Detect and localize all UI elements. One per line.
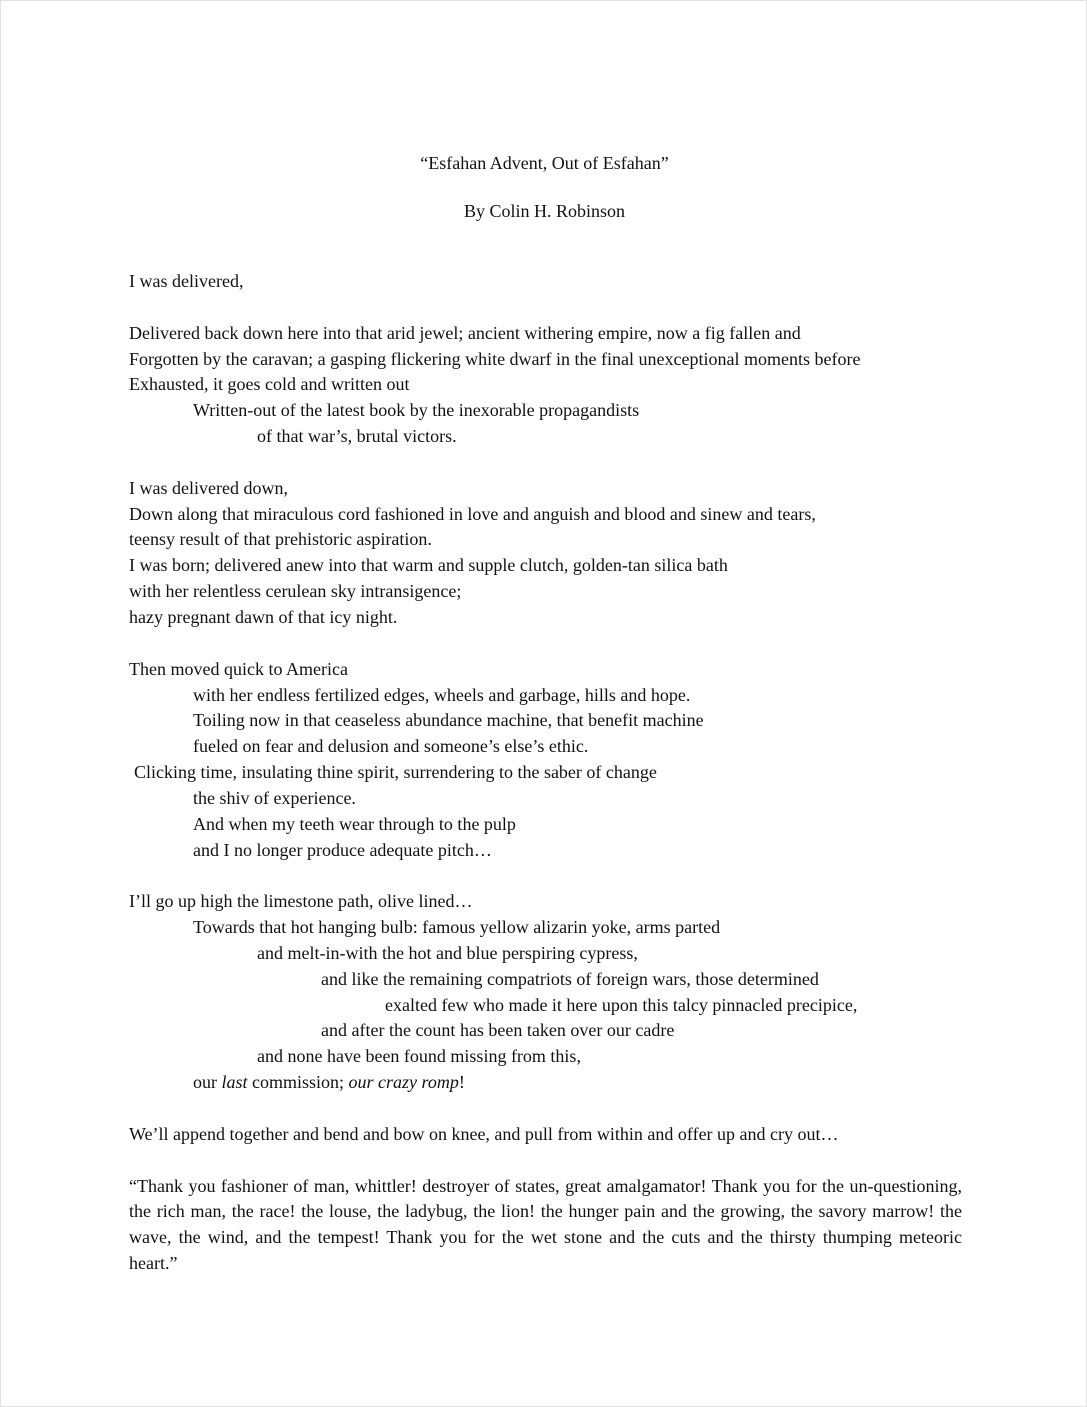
poem-line: We’ll append together and bend and bow on knee, and pull from within and offer up and cry out…	[129, 1123, 839, 1144]
poem-line: Toiling now in that ceaseless abundance machine, that benefit machine	[193, 710, 704, 731]
poem-line: and melt-in-with the hot and blue perspiring cypress,	[257, 942, 638, 963]
poem-line: I was born; delivered anew into that warm and supple clutch, golden-tan silica bath	[129, 555, 728, 576]
poem-title: “Esfahan Advent, Out of Esfahan”	[420, 153, 669, 173]
stanza-6	[129, 1122, 964, 1148]
line-text: !	[458, 1072, 465, 1093]
poem-line: Exhausted, it goes cold and written out	[129, 374, 410, 395]
stanza-break	[129, 863, 964, 889]
stanza-break	[129, 1148, 964, 1174]
poem-line: hazy pregnant dawn of that icy night.	[129, 606, 398, 627]
line-text: commission;	[247, 1072, 349, 1093]
stanza-2	[129, 321, 964, 450]
poem-line: Then moved quick to America	[129, 658, 348, 679]
italic-text: last	[221, 1072, 248, 1093]
poem-line: of that war’s, brutal victors.	[257, 426, 457, 447]
poem-line: and like the remaining compatriots of foreign wars, those determined	[321, 968, 819, 989]
stanza-3	[129, 476, 964, 631]
poem-line: with her relentless cerulean sky intransigence;	[129, 581, 462, 602]
stanza-5	[129, 889, 964, 1096]
poem-line: with her endless fertilized edges, wheels and garbage, hills and hope.	[193, 684, 691, 705]
stanza-4	[129, 657, 964, 864]
stanza-break	[129, 1096, 964, 1122]
poem-line: I was delivered down,	[129, 477, 288, 498]
poem-line-emphasis	[129, 1070, 964, 1096]
poem-author: By Colin H. Robinson	[463, 201, 626, 221]
poem-line: Delivered back down here into that arid jewel; ancient withering empire, now a fig fallen and	[129, 322, 801, 343]
closing-prayer-paragraph: “Thank you fashioner of man, whittler! destroyer of states, great amalgamator! Thank you for the un-questioning, the rich man, the race! the louse, the ladybug, the lion! the hunger pain and the growing, the savory marrow! the wave, the wind, and the tempest! Thank you for the wet stone and the cuts and the thirsty thumping meteoric heart.”	[129, 1175, 962, 1274]
stanza-1	[129, 269, 964, 295]
poem-line: Down along that miraculous cord fashioned in love and anguish and blood and sinew and tears,	[129, 503, 816, 524]
poem-line: Clicking time, insulating thine spirit, surrendering to the saber of change	[134, 762, 657, 783]
poem-line: Written-out of the latest book by the inexorable propagandists	[193, 400, 640, 421]
poem-line: and none have been found missing from this,	[257, 1046, 581, 1067]
poem-line: exalted few who made it here upon this talcy pinnacled precipice,	[385, 994, 858, 1015]
stanza-break	[129, 295, 964, 321]
poem-line: Towards that hot hanging bulb: famous yellow alizarin yoke, arms parted	[193, 917, 721, 938]
poem-line: the shiv of experience.	[193, 787, 356, 808]
stanza-break	[129, 631, 964, 657]
poem-line: Forgotten by the caravan; a gasping flickering white dwarf in the final unexceptional moments before	[129, 348, 861, 369]
line-text: our	[193, 1072, 222, 1093]
poem-line: And when my teeth wear through to the pulp	[193, 813, 516, 834]
poem-line: and after the count has been taken over our cadre	[321, 1020, 675, 1041]
poem-line: fueled on fear and delusion and someone’s else’s ethic.	[193, 736, 589, 757]
italic-text: our crazy romp	[348, 1072, 459, 1093]
poem-line: and I no longer produce adequate pitch…	[193, 839, 492, 860]
poem-body	[129, 269, 964, 1277]
poem-line: I’ll go up high the limestone path, olive lined…	[129, 891, 473, 912]
stanza-break	[129, 450, 964, 476]
poem-line: I was delivered,	[129, 271, 244, 291]
poem-line: teensy result of that prehistoric aspiration.	[129, 529, 432, 550]
